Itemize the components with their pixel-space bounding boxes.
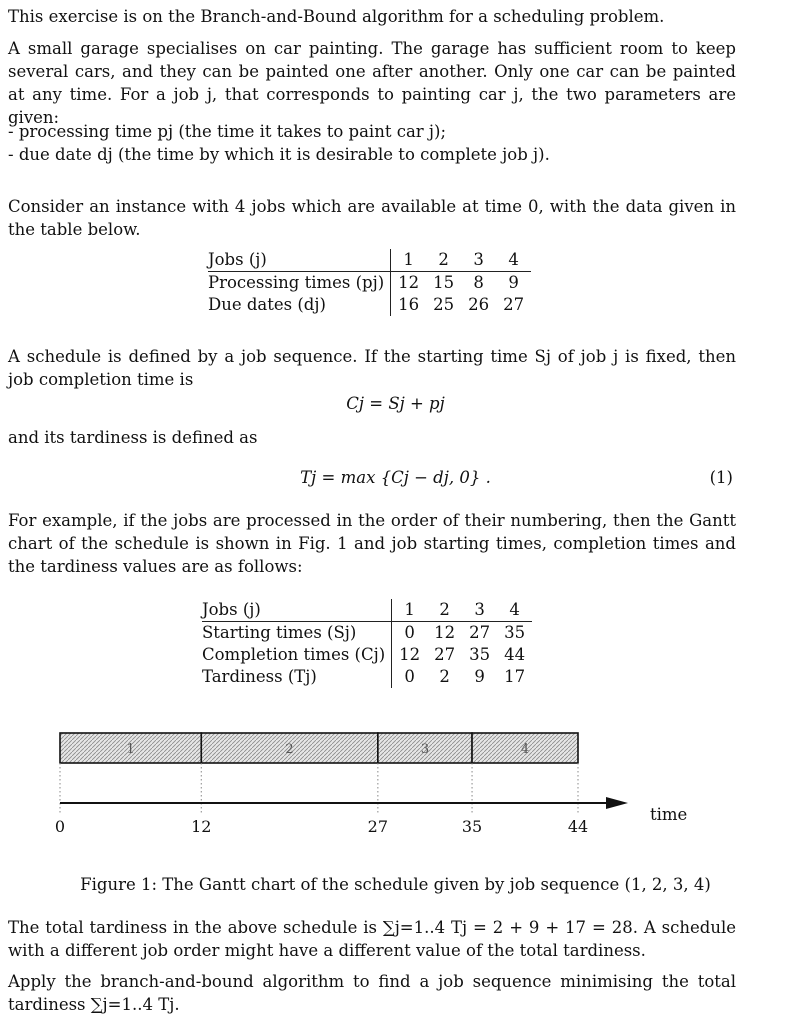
instance-description: Consider an instance with 4 jobs which are available at time 0, with the data given in the table below. <box>8 197 736 239</box>
table-cell: 15 <box>433 273 455 292</box>
table-cell: 2 <box>439 667 450 686</box>
table-cell: 9 <box>508 273 519 292</box>
list-item: - processing time pj (the time it takes to paint car j); <box>8 120 736 143</box>
table-cell: 27 <box>503 295 525 314</box>
total-tardiness-text: The total tardiness in the above schedule is ∑j=1..4 Tj = 2 + 9 + 17 = 28. A schedule with a different job order might have a different value of the total tardiness. <box>8 918 736 960</box>
job-label: 4 <box>520 742 530 757</box>
schedule-definition: A schedule is defined by a job sequence. If the starting time Sj of job j is fixed, then job completion time is <box>8 347 736 389</box>
row-label: Tardiness (Tj) <box>202 666 392 688</box>
equation-number: (1) <box>709 468 733 487</box>
row-label: Jobs (j) <box>202 599 392 622</box>
table-cell: 25 <box>433 295 455 314</box>
task-statement: Apply the branch-and-bound algorithm to find a job sequence minimising the total tardiness ∑j=1..4 Tj. <box>8 972 736 1014</box>
table-cell: 12 <box>399 645 421 664</box>
table-cell: 26 <box>468 295 490 314</box>
table-cell: 17 <box>504 667 526 686</box>
row-label: Starting times (Sj) <box>202 622 392 645</box>
table-cell: 1 <box>391 249 427 272</box>
table-cell: 27 <box>434 645 456 664</box>
job-label: 1 <box>126 742 135 757</box>
table-cell: 35 <box>504 623 526 642</box>
table-cell: 1 <box>392 599 428 622</box>
row-label: Due dates (dj) <box>208 294 391 316</box>
table-cell: 16 <box>398 295 420 314</box>
table-cell: 0 <box>404 667 415 686</box>
table-cell: 2 <box>427 599 462 622</box>
table-cell: 9 <box>474 667 485 686</box>
row-label: Jobs (j) <box>208 249 391 272</box>
row-label: Processing times (pj) <box>208 272 391 295</box>
problem-description: A small garage specialises on car painting. The garage has sufficient room to keep several cars, and they can be painted one after another. Only one car can be painted at any time. For a job j, that corresponds to painting car j, the two parameters are given: <box>8 39 736 127</box>
job-label: 3 <box>420 742 430 757</box>
axis-label: time <box>650 805 688 824</box>
tardiness-equation: Tj = max {Cj − dj, 0} . <box>300 468 491 487</box>
tick-label: 0 <box>54 817 66 836</box>
tardiness-intro: and its tardiness is defined as <box>8 428 258 447</box>
tick-label: 12 <box>191 817 212 836</box>
completion-time-equation: Cj = Sj + pj <box>346 394 445 413</box>
table-cell: 27 <box>469 623 491 642</box>
row-label: Completion times (Cj) <box>202 644 392 666</box>
table-cell: 3 <box>462 599 497 622</box>
figure-caption: Figure 1: The Gantt chart of the schedule given by job sequence (1, 2, 3, 4) <box>80 875 711 894</box>
table-cell: 3 <box>461 249 496 272</box>
table-cell: 35 <box>469 645 491 664</box>
tick-label: 44 <box>567 817 589 836</box>
table-cell: 4 <box>497 599 532 622</box>
table-cell: 0 <box>404 623 415 642</box>
intro-text: This exercise is on the Branch-and-Bound algorithm for a scheduling problem. <box>8 7 665 26</box>
table-cell: 8 <box>473 273 484 292</box>
tick-label: 35 <box>461 817 483 836</box>
table-cell: 12 <box>398 273 420 292</box>
example-description: For example, if the jobs are processed in the order of their numbering, then the Gantt chart of the schedule is shown in Fig. 1 and job starting times, completion times and the tardiness values are as follows: <box>8 511 736 576</box>
axis-arrowhead <box>606 797 628 809</box>
list-item: - due date dj (the time by which it is desirable to complete job j). <box>8 143 736 166</box>
table-cell: 44 <box>504 645 526 664</box>
tick-label: 27 <box>367 817 389 836</box>
job-label: 2 <box>285 742 294 757</box>
table-cell: 4 <box>496 249 531 272</box>
table-cell: 2 <box>426 249 461 272</box>
table-cell: 12 <box>434 623 456 642</box>
